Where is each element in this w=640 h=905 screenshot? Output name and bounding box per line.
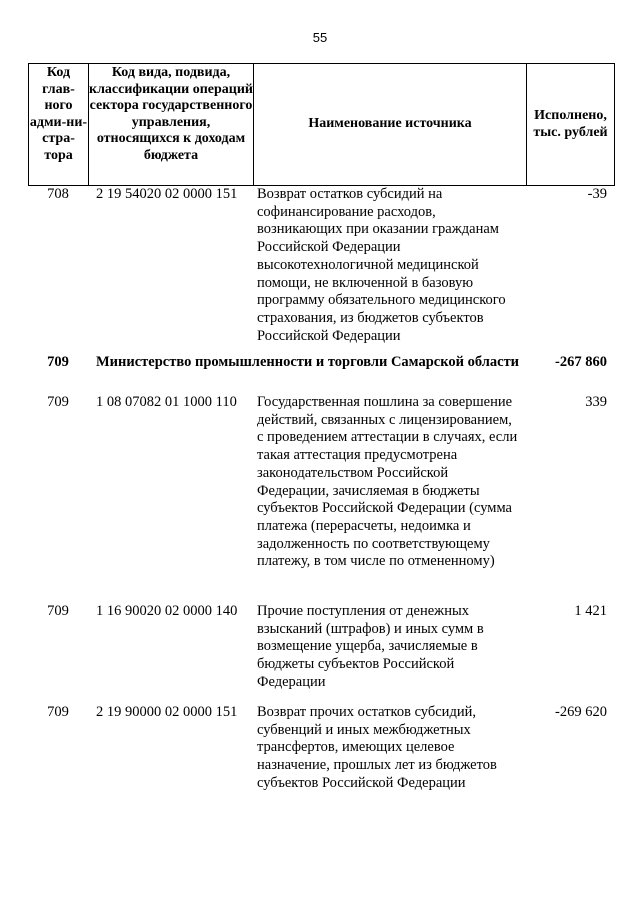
table-row (28, 704, 615, 804)
table-row (28, 186, 615, 354)
admin-code-cell: 708 (47, 186, 69, 202)
table-body (28, 186, 615, 804)
classification-code-cell: 2 19 54020 02 0000 151 (96, 186, 238, 202)
page-number: 55 (312, 30, 328, 45)
source-name-cell: Государственная пошлина за совершение действий, связанных с лицензированием, с проведением аттестации в случаях, если такая аттестация предусмотрена законодательством Российской Федерации, зачисляемая в бюджеты субъектов Российской Федерации (сумма платежа (перерасчеты, недоимка и задолженность по соответствующему платежу, в том числе по отмененному) (257, 394, 518, 570)
admin-code-cell: 709 (47, 394, 69, 410)
source-name-cell: Возврат прочих остатков субсидий, субвенций и иных межбюджетных трансфертов, имеющих целевое назначение, прошлых лет из бюджетов субъектов Российской Федерации (257, 704, 497, 791)
header-admin-code: Код глав-ного адми-ни-стра-тора (29, 64, 89, 185)
amount-cell: -269 620 (555, 704, 607, 720)
ministry-name-cell: Министерство промышленности и торговли Самарской области (96, 354, 520, 370)
classification-code-cell: 2 19 90000 02 0000 151 (96, 704, 238, 720)
amount-cell: 339 (585, 394, 607, 410)
source-name-cell: Возврат остатков субсидий на софинансирование расходов, возникающих при оказании гражданам Российской Федерации высокотехнологичной медицинской помощи, не включенной в базовую программу обязательного медицинского страхования, из бюджетов субъектов Российской Федерации (257, 186, 506, 344)
amount-cell: -39 (587, 186, 607, 202)
header-classification-code: Код вида, подвида, классификации операций сектора государственного управления, относящихся к доходам бюджета (89, 64, 254, 185)
header-executed-amount: Исполнено, тыс. рублей (533, 108, 608, 140)
table-row (28, 603, 615, 704)
header-source-name: Наименование источника (254, 64, 527, 185)
classification-code-cell: 1 08 07082 01 1000 110 (96, 394, 237, 410)
amount-cell: 1 421 (574, 603, 607, 619)
table-header (28, 63, 615, 186)
admin-code-cell: 709 (47, 704, 69, 720)
amount-cell: -267 860 (555, 354, 607, 370)
admin-code-cell: 709 (47, 354, 69, 370)
group-row (28, 354, 615, 394)
admin-code-cell: 709 (47, 603, 69, 619)
table-row (28, 394, 615, 603)
classification-code-cell: 1 16 90020 02 0000 140 (96, 603, 238, 619)
source-name-cell: Прочие поступления от денежных взысканий (штрафов) и иных сумм в возмещение ущерба, зачисляемые в бюджеты субъектов Российской Федерации (257, 603, 484, 690)
